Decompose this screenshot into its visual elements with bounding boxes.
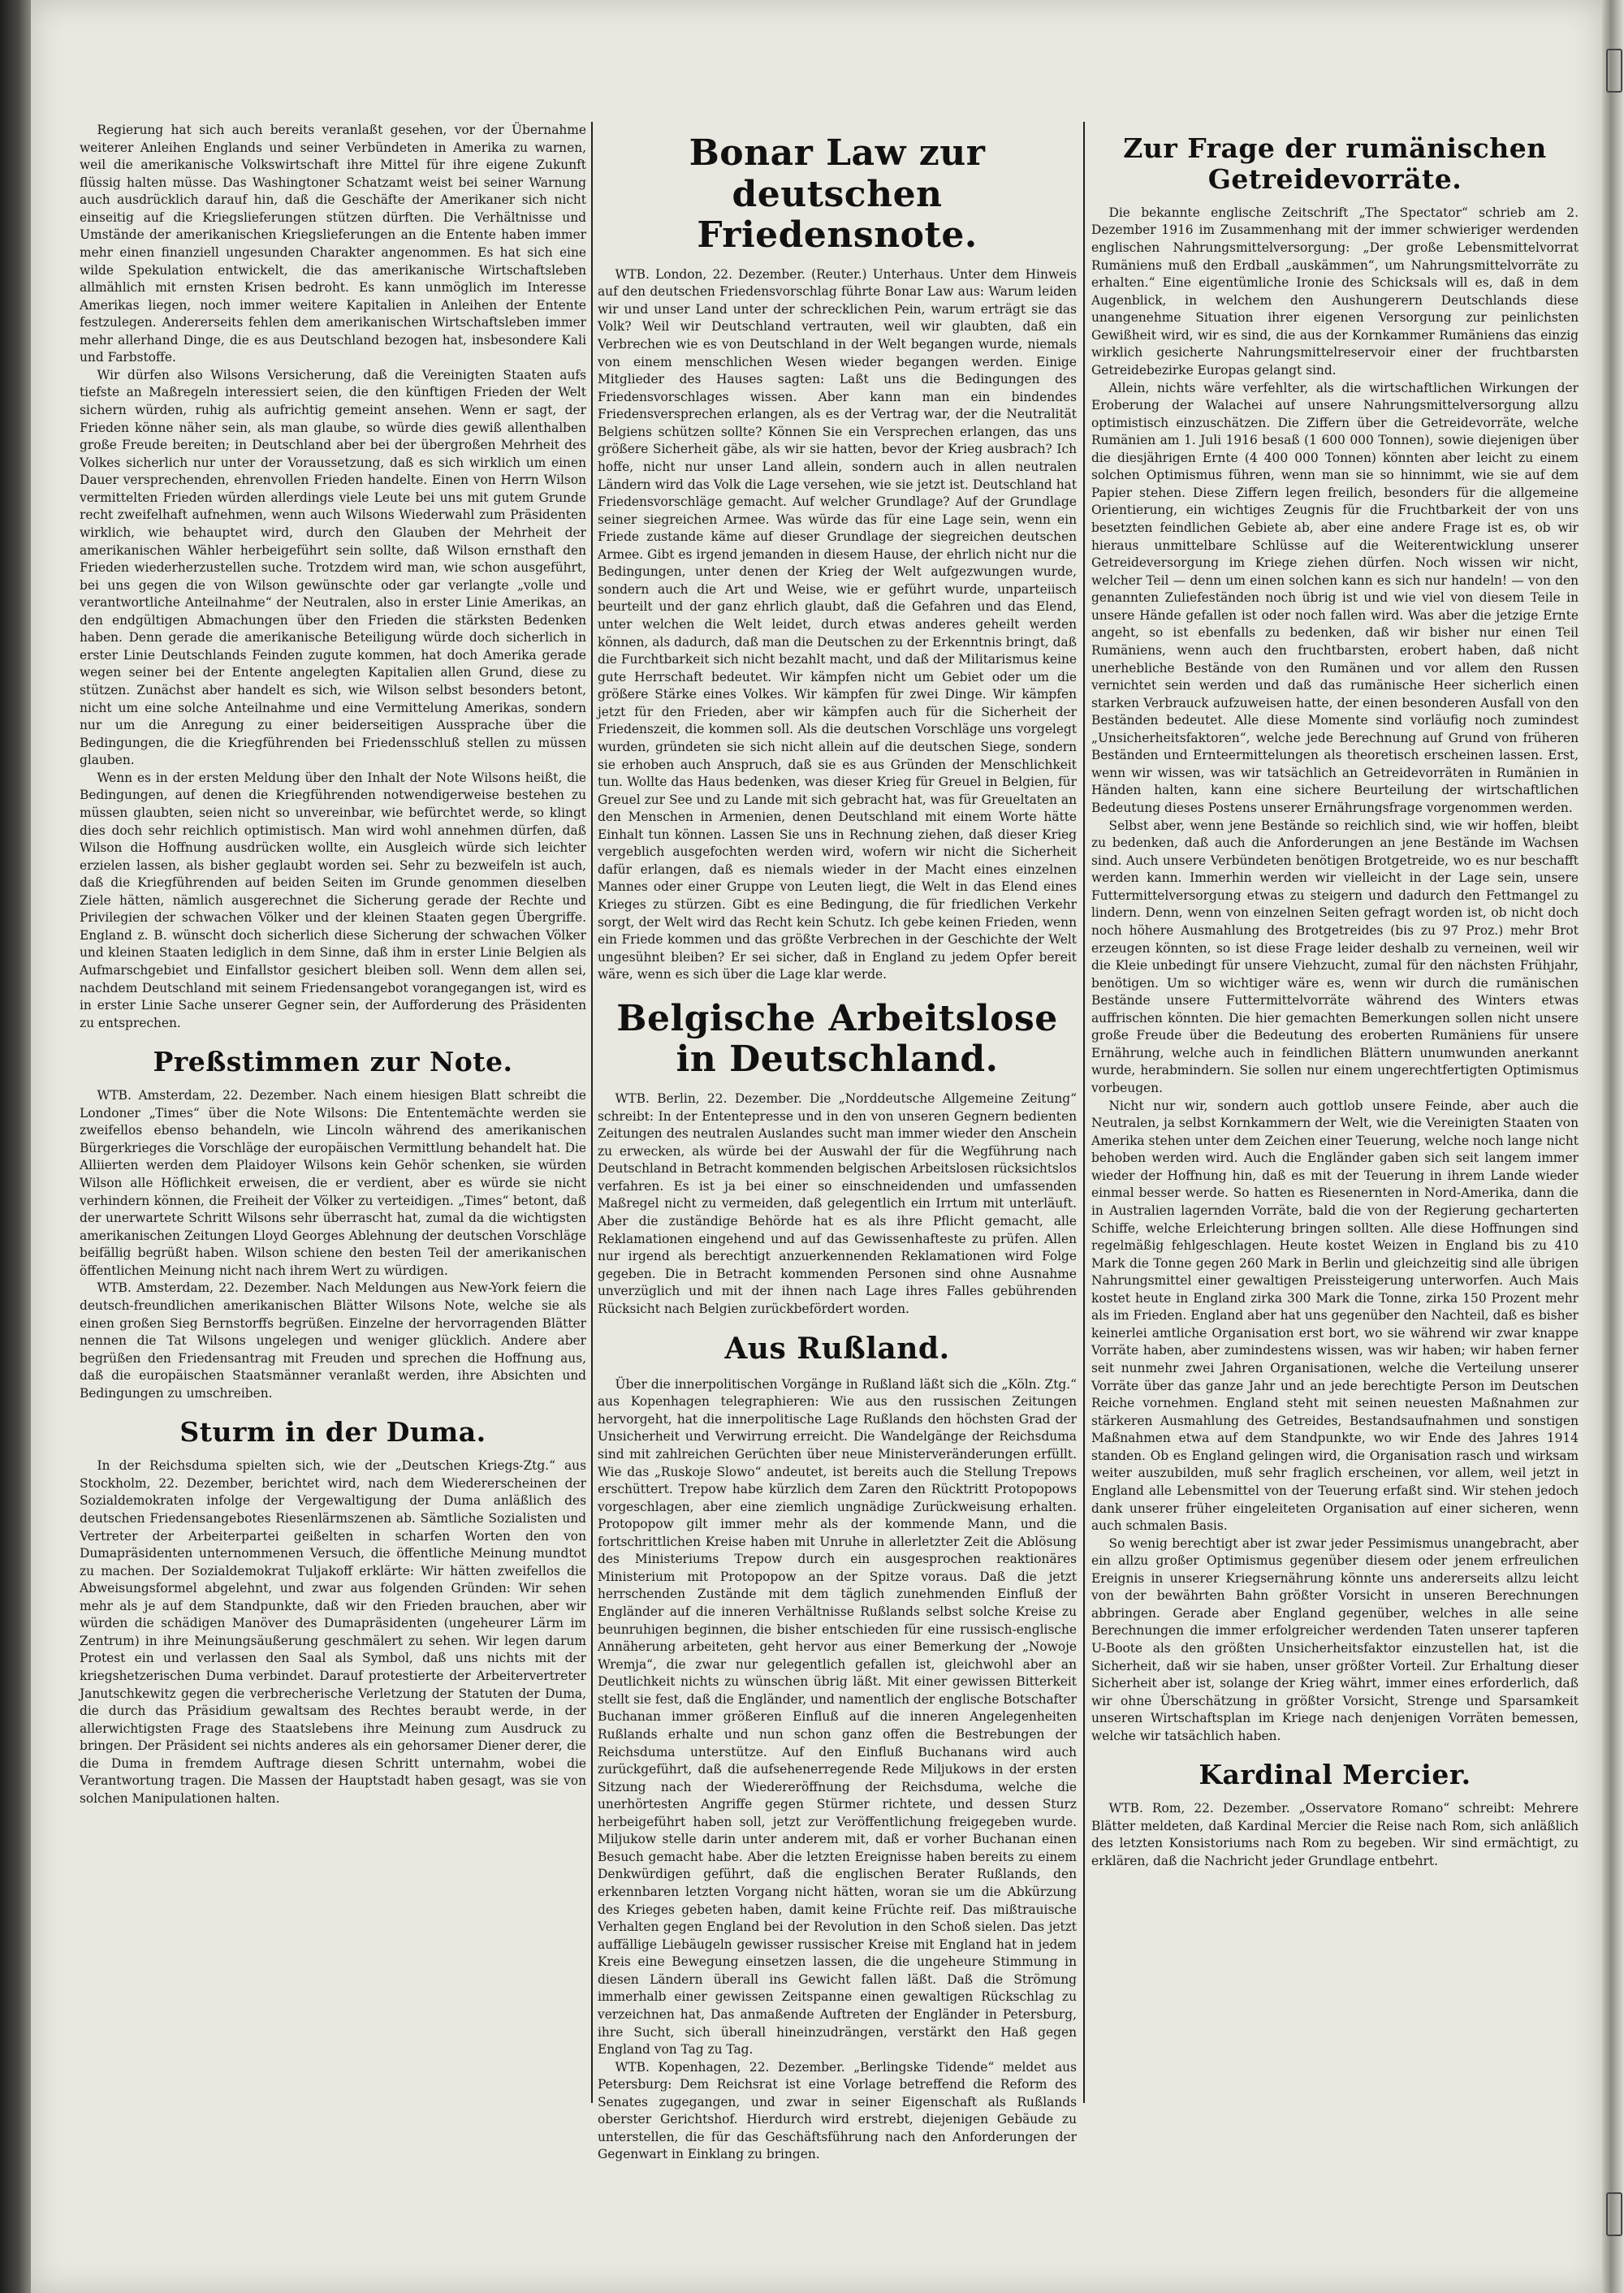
paragraph: WTB. Kopenhagen, 22. Dezember. „Berlingske Tidende“ meldet aus Petersburg: Dem Reichsrat ist eine Vorlage betreffend die Reform des Senates zugegangen, und zwar in seiner Eigenschaft als Rußlands oberster Gerichtshof. Hierdurch wird erstrebt, diejenigen Gebäude zu unterstellen, die für das Geschäftsführung nach den Anforderungen der Gegenwart in Einklang zu bringen. — [598, 2059, 1077, 2162]
column-2 — [598, 130, 1077, 2162]
column-3 — [1091, 130, 1579, 2127]
headline-belgische-arbeitslose: Belgische Arbeitslose in Deutschland. — [616, 997, 1058, 1081]
column-rule-2 — [1083, 122, 1085, 2103]
scan-left-edge — [0, 0, 31, 2293]
headline-rumaenische-getreidevorraete: Zur Frage der rumänischen Getreidevorräte. — [1123, 132, 1547, 195]
paragraph: WTB. Amsterdam, 22. Dezember. Nach Meldungen aus New-York feiern die deutsch-freundlichen amerikanischen Blätter Wilsons Note, welche sie als einen großen Sieg Bernstorffs begrüßen. Einzelne der hervorragenden Blätter nennen die Tat Wilsons ungelegen und weniger glücklich. Andere aber begrüßen den Friedensantrag mit Freuden und sprechen die Hoffnung aus, daß die europäischen Staatsmänner veranlaßt werden, ihre Absichten und Bedingungen zu umschreiben. — [80, 1280, 586, 1401]
headline-aus-russland: Aus Rußland. — [724, 1332, 950, 1367]
column-rule-1 — [591, 122, 593, 2103]
paragraph: WTB. London, 22. Dezember. (Reuter.) Unterhaus. Unter dem Hinweis auf den deutschen Friedensvorschlag führte Bonar Law aus: Warum leiden wir und unser Land unter der schrecklichen Pein, warum erträgt sie das Volk? Weil wir Deutschland vertrauten, weil wir glaubten, daß ein Verbrechen wie es von Deutschland in der Welt begangen wurde, niemals von einem menschlichen Wesen wieder begangen werden. Einige Mitglieder des Hauses sagten: Laßt uns die Bedingungen des Friedensvorschlages wissen. Aber kann man ein bindendes Friedensversprechen erlangen, als es der Vertrag war, der die Neutralität Belgiens schützen sollte? Können Sie ein Versprechen erlangen, das uns größere Sicherheit gäbe, als wir sie hatten, bevor der Krieg ausbrach? Ich hoffe, nicht nur unser Land allein, sondern auch in allen neutralen Ländern wird das Volk die Lage versehen, wie sie jetzt ist. Deutschland hat Friedensvorschläge gemacht. Auf welcher Grundlage? Auf der Grundlage seiner siegreichen Armee. Was würde das für eine Lage sein, wenn ein Friede zustande käme auf dieser Grundlage der siegreichen deutschen Armee. Gibt es irgend jemanden in diesem Hause, der ehrlich nicht nur die Bedingungen, unter denen der Krieg der Welt aufgezwungen wurde, sondern auch die Art und Weise, wie er geführt wurde, unparteiisch beurteilt und der ganz ehrlich glaubt, daß die Gefahren und das Elend, unter welchen die Welt leidet, durch etwas anderes geheilt werden können, als dadurch, daß man die Deutschen zu der Erkenntnis bringt, daß die Furchtbarkeit sich nicht bezahlt macht, und daß der Militarismus keine gute Herrschaft bedeutet. Wir kämpfen nicht um Gebiet oder um die größere Stärke eines Volkes. Wir kämpfen für zwei Dinge. Wir kämpfen jetzt für den Frieden, aber wir kämpfen auch für die Sicherheit der Friedenszeit, die kommen soll. Als die deutschen Vorschläge uns vorgelegt wurden, gründeten sie sich nicht allein auf die deutschen Siege, sondern sie erhoben auch Anspruch, daß sie es aus Gründen der Menschlichkeit tun. Wollte das Haus bedenken, was dieser Krieg für Greuel in Belgien, für Greuel zur See und zu Lande mit sich gebracht hat, was für Greueltaten an den Menschen in Armenien, denen Deutschland mit einem Worte hätte Einhalt tun können. Lassen Sie uns in Rechnung ziehen, daß dieser Krieg vergeblich ausgefochten werden wird, wofern wir nicht die Sicherheit dafür erlangen, daß es niemals wieder in der Macht eines einzelnen Mannes oder einer Gruppe von Leuten liegt, die Welt in das Elend eines Krieges zu stürzen. Gibt es eine Bedingung, die für friedlichen Verkehr sorgt, der Welt wird das Recht kein Schutz. Ich gebe keinen Frieden, wenn ein Friede kommen und das größte Verbrechen in der Geschichte der Welt ungesühnt bleiben? Er sei sicher, daß in England zu jedem Opfer bereit wäre, wenn es sich über die Lage klar werde. — [598, 266, 1077, 982]
paragraph: In der Reichsduma spielten sich, wie der „Deutschen Kriegs-Ztg.“ aus Stockholm, 22. Dezember, berichtet wird, nach dem Wiedererscheinen der Sozialdemokraten infolge der Vergewaltigung der Duma anläßlich des deutschen Friedensangebotes Riesenlärmszenen ab. Sämtliche Sozialisten und Vertreter der Arbeiterpartei geißelten in scharfen Worten den von Dumapräsidenten unternommenen Versuch, die öffentliche Meinung mundtot zu machen. Der Sozialdemokrat Tuljakoff erklärte: Wir hätten zweifellos die Abweisungsformel abgelehnt, und zwar aus folgenden Gründen: Wir sehen mehr als je auf dem Standpunkte, daß wir den Frieden brauchen, aber wir würden die schädigen Manöver des Dumapräsidenten (ungeheurer Lärm im Zentrum) in ihre Meinungsäußerung geschmälert zu sehen. Wir legen darum Protest ein und verlassen den Saal als Symbol, daß uns nichts mit der kriegshetzerischen Duma verbindet. Darauf protestierte der Arbeitervertreter Janutschkewitz gegen die verbrecherische Verletzung der Statuten der Duma, die durch das Präsidium gewaltsam des Rechtes beraubt werde, in der allerwichtigsten Frage des Staatslebens ihre Meinung zum Ausdruck zu bringen. Der Präsident sei nichts anderes als ein gehorsamer Diener derer, die die Duma in fremdem Auftrage diesen Schritt unternahm, wobei die Verantwortung tragen. Die Massen der Hauptstadt haben gesagt, was sie von solchen Manipulationen halten. — [80, 1458, 586, 1806]
binding-clip-top — [1606, 49, 1622, 93]
paragraph: Allein, nichts wäre verfehlter, als die wirtschaftlichen Wirkungen der Eroberung der Walachei auf unsere Nahrungsmittelversorgung allzu optimistisch einzuschätzen. Die Ziffern über die Getreidevorräte, welche Rumänien am 1. Juli 1916 besaß (1 600 000 Tonnen), sowie diejenigen über die diesjährigen Ernte (4 400 000 Tonnen) könnten aber leicht zu einem solchen Optimismus führen, wenn man sie so hinnimmt, wie sie auf dem Papier stehen. Diese Ziffern legen freilich, besonders für die allgemeine Orientierung, ein wichtiges Zeugnis für die Fruchtbarkeit der von uns besetzten feindlichen Gebiete ab, aber eine andere Frage ist es, ob wir hieraus unmittelbare Schlüsse auf die Weiterentwicklung unserer Getreideversorgung im Kriege ziehen dürfen. Noch wissen wir nicht, welcher Teil — denn um einen solchen kann es sich nur handeln! — von den genannten Zuliefeständen noch übrig ist und wie viel von diesem Teile in unsere Hände gefallen ist oder noch fallen wird. Was aber die jetzige Ernte angeht, so ist ebenfalls zu bedenken, daß wir bisher nur einen Teil Rumäniens, wenn auch den fruchtbarsten, erobert haben, daß nicht unerhebliche Bestände von den Rumänen und vor allem den Russen vernichtet sein werden und daß das rumänische Heer sicherlich einen starken Verbrauck aufzuweisen hatte, der einen besonderen Ausfall von den Beständen bedeutet. Alle diese Momente sind vorläufig noch zumindest „Unsicherheitsfaktoren“, welche jede Berechnung auf Grund von früheren Beständen und Ernteermittelungen als theoretisch erscheinen lassen. Erst, wenn wir wissen, was wir tatsächlich an Getreidevorräten in Rumänien in Händen halten, kann eine sichere Beurteilung der wirtschaftlichen Bedeutung dieses Postens unserer Ernährungsfrage vorgenommen werden. — [1091, 380, 1579, 815]
paragraph: WTB. Rom, 22. Dezember. „Osservatore Romano“ schreibt: Mehrere Blätter meldeten, daß Kardinal Mercier die Reise nach Rom, sich anläßlich des letzten Konsistoriums nach Rom zu begeben. Wir sind ermächtigt, zu erklären, daß die Nachricht jeder Grundlage entbehrt. — [1091, 1801, 1579, 1868]
paragraph: Nicht nur wir, sondern auch gottlob unsere Feinde, aber auch die Neutralen, ja selbst Kornkammern der Welt, wie die Vereinigten Staaten von Amerika stehen unter dem Zeichen einer Teuerung, welche noch lange nicht behoben werden wird. Auch die Engländer gaben sich seit langem immer wieder der Hoffnung hin, daß es mit der Teuerung in ihrem Lande wieder einmal besser werde. So hatten es Riesenernten in Nord-Amerika, dann die in Australien lagernden Vorräte, bald die von der Regierung gecharterten Schiffe, welche Erleichterung bringen sollten. Alle diese Hoffnungen sind regelmäßig fehlgeschlagen. Heute kostet Weizen in England bis zu 410 Mark die Tonne gegen 260 Mark in Berlin und gleichzeitig sind alle übrigen Nahrungsmittel einer gewaltigen Preissteigerung unterworfen. Auch Mais kostet heute in England zirka 300 Mark die Tonne, zirka 150 Prozent mehr als im Frieden. England aber hat uns gegenüber den Nachteil, daß es bisher keinerlei amtliche Organisation erst bort, wo sie während wir zwar knappe Vorräte haben, aber zumindestens wissen, was wir haben; wir haben ferner seit nunmehr zwei Jahren Organisationen, welche die Verteilung unserer Vorräte über das ganze Jahr und an jede berechtigte Person im Deutschen Reiche vornehmen. England steht mit seinen neuesten Maßnahmen zur stärkeren Ausmahlung des Getreides, Bestandsaufnahmen und sonstigen Maßnahmen etwa auf dem Standpunkte, wo wir Ende des Jahres 1914 standen. Ob es England gelingen wird, die Organisation rasch und wirksam weiter auszubilden, muß sehr fraglich erscheinen, vor allem, weil jetzt in England alle Lebensmittel von der Teuerung erfaßt sind. Wir stehen jedoch dank unserer früher eingeleiteten Organisation auf einer sicheren, wenn auch schmalen Basis. — [1091, 1098, 1579, 1534]
paragraph: Selbst aber, wenn jene Bestände so reichlich sind, wie wir hoffen, bleibt zu bedenken, daß auch die Anforderungen an jene Bestände im Wachsen sind. Auch unsere Verbündeten benötigen Brotgetreide, wo es nur beschafft werden kann. Immerhin werden wir vielleicht in der Lage sein, unsere Futtermittelversorgung etwas zu steigern und dadurch den Fettmangel zu lindern. Denn, wenn von einzelnen Seiten gefragt worden ist, ob nicht doch noch höhere Ausmahlung des Brotgetreides (bis zu 97 Proz.) mehr Brot erzeugen könnten, so ist diese Frage leider deshalb zu verneinen, weil wir die Kleie unbedingt für unsere Viehzucht, zumal für den nächsten Frühjahr, benötigen. Um so wichtiger wäre es, wenn wir durch die rumänischen Bestände unsere Futtermittelvorräte während des Winters etwas auffrischen könnten. Die hier gemachten Bemerkungen sollen nicht unsere große Freude über die Bedeutung des eroberten Rumäniens für unsere Ernährung, welche auch in feindlichen Blättern unumwunden anerkannt wurde, herabmindern. Sie sollen nur einem ungerechtfertigten Optimismus vorbeugen. — [1091, 818, 1579, 1095]
paragraph: Wir dürfen also Wilsons Versicherung, daß die Vereinigten Staaten aufs tiefste an Maßregeln interessiert seien, die den künftigen Frieden der Welt sichern würden, ruhig als aufrichtig gemeint ansehen. Wenn er sagt, der Frieden könne näher sein, als man glaube, so würde dies gewiß allenthalben große Freude bereiten; in Deutschland aber bei der übergroßen Mehrheit des Volkes sicherlich nur unter der Voraussetzung, daß es sich wirklich um einen Dauer versprechenden, ehrenvollen Frieden handelte. Einen von Herrn Wilson vermittelten Frieden würden allerdings viele Leute bei uns mit gutem Grunde recht zweifelhaft aufnehmen, wenn auch Wilsons Wiederwahl zum Präsidenten wirklich, wie behauptet wird, durch den Glauben der Mehrheit der amerikanischen Wähler herbeigeführt sein sollte, daß Wilson ernsthaft den Frieden wiederherzustellen suche. Trotzdem wird man, wie schon ausgeführt, bei uns gegen die von Wilson gewünschte oder gar verlangte „volle und verantwortliche Anteilnahme“ der Neutralen, also in erster Linie Amerikas, an den endgültigen Abmachungen über den Frieden die stärksten Bedenken haben. Denn gerade die amerikanische Beteiligung würde doch sicherlich in erster Linie Deutschlands Feinden zugute kommen, hat doch Amerika gerade wegen seiner bei der Entente angelegten Kapitalien allen Grund, diese zu stützen. Zunächst aber handelt es sich, wie Wilson selbst besonders betont, nicht um eine solche Anteilnahme und eine Vermittelung Amerikas, sondern nur um die Anregung zu einer beiderseitigen Aussprache über die Bedingungen, die die Kriegführenden bei Friedensschluß stellen zu müssen glauben. — [80, 367, 586, 768]
headline-kardinal-mercier: Kardinal Mercier. — [1199, 1759, 1471, 1791]
paragraph: WTB. Berlin, 22. Dezember. Die „Norddeutsche Allgemeine Zeitung“ schreibt: In der Ententepresse und in den von unseren Gegnern bedienten Zeitungen des neutralen Auslandes sucht man immer wieder den Anschein zu erwecken, als würde bei der Auswahl der für die Wegführung nach Deutschland in Betracht kommenden belgischen Arbeitslosen rücksichtslos verfahren. Es ist ja bei einer so einschneidenden und umfassenden Maßregel nicht zu vermeiden, daß gelegentlich ein Irrtum mit unterläuft. Aber die zuständige Behörde hat es als ihre Pflicht gemacht, alle Reklamationen eingehend und auf das Gewissenhafteste zu prüfen. Allen nur irgend als berechtigt anzuerkennenden Reklamationen wird Folge gegeben. Die in Betracht kommenden Personen sind ohne Ausnahme unverzüglich und mit der ihnen nach Lage ihres Falles gebührenden Rücksicht nach Belgien zurückbefördert worden. — [598, 1091, 1077, 1316]
paragraph: WTB. Amsterdam, 22. Dezember. Nach einem hiesigen Blatt schreibt die Londoner „Times“ über die Note Wilsons: Die Ententemächte werden sie zweifellos ebenso behandeln, wie Lincoln während des amerikanischen Bürgerkrieges die Vorschläge der europäischen Vermittlung behandelt hat. Die Alliierten werden dem Plaidoyer Wilsons kein Gehör schenken, sie würden Wilson alle Höflichkeit erweisen, die er verdient, aber es würde sie nicht verhindern können, die Freiheit der Völker zu verteidigen. „Times“ betont, daß der unerwartete Schritt Wilsons sehr überrascht hat, zumal da die wichtigsten amerikanischen Zeitungen Lloyd Georges Ablehnung der deutschen Vorschläge beifällig begrüßt haben. Wilson schiene den besten Teil der amerikanischen öffentlichen Meinung nicht nach ihrem Wert zu würdigen. — [80, 1088, 586, 1278]
column-1 — [80, 122, 586, 2119]
paragraph: So wenig berechtigt aber ist zwar jeder Pessimismus unangebracht, aber ein allzu großer Optimismus gegenüber diesem oder jenem erfreulichen Ereignis in unserer Kriegsernährung könnte uns andererseits allzu leicht von der bewährten Bahn größter Vorsicht in unseren Berechnungen abbringen. Gerade aber England gegenüber, welches in alle seine Berechnungen die immer erfolgreicher werdenden Taten unserer tapferen U-Boote als den größten Unsicherheitsfaktor einzustellen hat, ist die Sicherheit, daß wir sie haben, unser größter Vorteil. Zur Erhaltung dieser Sicherheit aber ist, solange der Krieg währt, immer eines erforderlich, daß wir ohne Überschätzung in größter Vorsicht, Strenge und Sparsamkeit unseren Wirtschaftsplan im Kriege nach denjenigen Vorräten bemessen, welche wir tatsächlich haben. — [1091, 1535, 1579, 1743]
headline-bonar-law: Bonar Law zur deutschen Friedensnote. — [689, 132, 986, 257]
paragraph: Regierung hat sich auch bereits veranlaßt gesehen, vor der Übernahme weiterer Anleihen Englands und seiner Verbündeten in Amerika zu warnen, weil die amerikanische Volkswirtschaft ihre Mittel für ihre eigene Zukunft flüssig halten müsse. Das Washingtoner Schatzamt weist bei seiner Warnung auch ausdrücklich darauf hin, daß die Geschäfte der Amerikaner sich nicht einseitig auf die Kriegslieferungen stützen dürften. Die Verhältnisse und Umstände der amerikanischen Kriegslieferungen an die Entente haben immer mehr einen finanziell ungesunden Charakter angenommen. Es hat sich eine wilde Spekulation entwickelt, die das amerikanische Wirtschaftsleben allmählich mit ernsten Krisen bedroht. Es kann unmöglich im Interesse Amerikas liegen, noch immer weitere Kapitalien in Anleihen der Entente festzulegen. Andererseits fehlen dem amerikanischen Wirtschaftsleben immer mehr allerhand Dinge, die es aus Deutschland bezogen hat, insbesondere Kali und Farbstoffe. — [80, 123, 586, 365]
scan-right-edge — [1602, 0, 1624, 2293]
binding-clip-bottom — [1606, 2192, 1622, 2236]
headline-pressestimmen: Preßstimmen zur Note. — [153, 1046, 513, 1078]
paragraph: Wenn es in der ersten Meldung über den Inhalt der Note Wilsons heißt, die Bedingungen, auf denen die Kriegführenden notwendigerweise bestehen zu müssen glaubten, seien nicht so unvereinbar, wie befürchtet werde, so klingt dies doch sehr reichlich optimistisch. Man wird wohl annehmen dürfen, daß Wilson die Hoffnung ausdrücken wollte, ein Ausgleich würde sich leichter erzielen lassen, als bisher geglaubt worden sei. Sehr zu bezweifeln ist auch, daß die Kriegführenden auf beiden Seiten im Grunde genommen dieselben Ziele hätten, nämlich ausgerechnet die Sicherung gerade der Rechte und Privilegien der schwachen Völker und der kleinen Staaten gegen Übergriffe. England z. B. wünscht doch sicherlich diese Sicherung der schwachen Völker und kleinen Staaten lediglich in dem Sinne, daß ihm in erster Linie Belgien als Aufmarschgebiet und Einfallstor gesichert bleiben soll. Wenn dem allen sei, nachdem Deutschland mit seinem Friedensangebot vorangegangen ist, wird es in erster Linie Sache unserer Gegner sein, der Aufforderung des Präsidenten zu entsprechen. — [80, 770, 586, 1030]
paragraph: Über die innerpolitischen Vorgänge in Rußland läßt sich die „Köln. Ztg.“ aus Kopenhagen telegraphieren: Wie aus den russischen Zeitungen hervorgeht, hat die innerpolitische Lage Rußlands den höchsten Grad der Unsicherheit und Verwirrung erreicht. Die Wandelgänge der Reichsduma sind mit zahlreichen Gerüchten über neue Ministerveränderungen erfüllt. Wie das „Ruskoje Slowo“ andeutet, ist bereits auch die Stellung Trepows erschüttert. Trepow habe kürzlich dem Zaren den Rücktritt Protopopows vorgeschlagen, aber eine ziemlich ungnädige Zurückweisung erhalten. Protopopow gilt immer mehr als der kommende Mann, und die fortschrittlichen Kreise haben mit Unruhe in allerletzter Zeit die Ablösung des Ministeriums Trepow durch ein ausgesprochen reaktionäres Ministerium mit Protopopow an der Spitze voraus. Daß die jetzt herrschenden Zustände mit dem täglich zunehmenden Einfluß der Engländer auf die inneren Verhältnisse Rußlands selbst solche Kreise zu beunruhigen beginnen, die bisher entschieden für eine russisch-englische Annäherung arbeiteten, geht hervor aus einer Bemerkung der „Nowoje Wremja“, die zwar nur gelegentlich gefallen ist, gleichwohl aber an Deutlichkeit nichts zu wünschen übrig läßt. Mit einer gewissen Bitterkeit stellt sie fest, daß die Engländer, und namentlich der englische Botschafter Buchanan immer größeren Einfluß auf die inneren Angelegenheiten Rußlands erhalte und nun schon ganz offen die Bestrebungen der Reichsduma unterstütze. Auf den Einfluß Buchanans wird auch zurückgeführt, daß die aufsehenerregende Rede Miljukows in der ersten Sitzung nach der Wiedereröffnung der Reichsduma, welche die unerhörtesten Angriffe gegen Stürmer richtete, und dessen Sturz herbeigeführt haben soll, jetzt zur Veröffentlichung freigegeben wurde. Miljukow stelle darin unter anderem mit, daß er vorher Buchanan einen Besuch gemacht habe. Aber die letzten Ereignisse haben bereits zu einem Denkwürdigen geführt, daß die englischen Berater Rußlands, den erkennbaren letzten Vorgang nicht hätten, woran sie um die Abkürzung des Krieges gebeten haben, damit keine Früchte reif. Das mißtrauische Verhalten gegen England bei der Revolution in den Schoß sielen. Das jetzt auffällige Liebäugeln gewisser russischer Kreise mit England hat in jedem Kreis eine Bewegung einsetzen lassen, die die ungeheure Stimmung in diesen Ländern überall ins Gewicht fallen läßt. Daß die Strömung immerhalb einer gewissen Zeitspanne einen gewaltigen Rückschlag zu verzeichnen hat, Das anmaßende Auftreten der Engländer in Petersburg, ihre Sucht, sich überall hineinzudrängen, verstärkt den Haß gegen England von Tag zu Tag. — [598, 1376, 1077, 2058]
paragraph: Die bekannte englische Zeitschrift „The Spectator“ schrieb am 2. Dezember 1916 im Zusammenhang mit der immer schwieriger werdenden englischen Nahrungsmittelversorgung: „Der große Lebensmittelvorrat Rumäniens muß den Erdball „auskämmen“, um Nahrungsmittelvorräte zu erhalten.“ Eine eigentümliche Ironie des Schicksals will es, daß in dem Augenblick, in welchem den Aushungerern Deutschlands diese unangenehme Situation ihrer eigenen Versorgung zur peinlichsten Gewißheit wird, wir es sind, die aus der Kornkammer Rumäniens das einzig wirklich gesicherte Nahrungsmittelreservoir einer der fruchtbarsten Getreidebezirke Europas gelangt sind. — [1091, 205, 1579, 378]
headline-sturm-duma: Sturm in der Duma. — [179, 1416, 486, 1449]
